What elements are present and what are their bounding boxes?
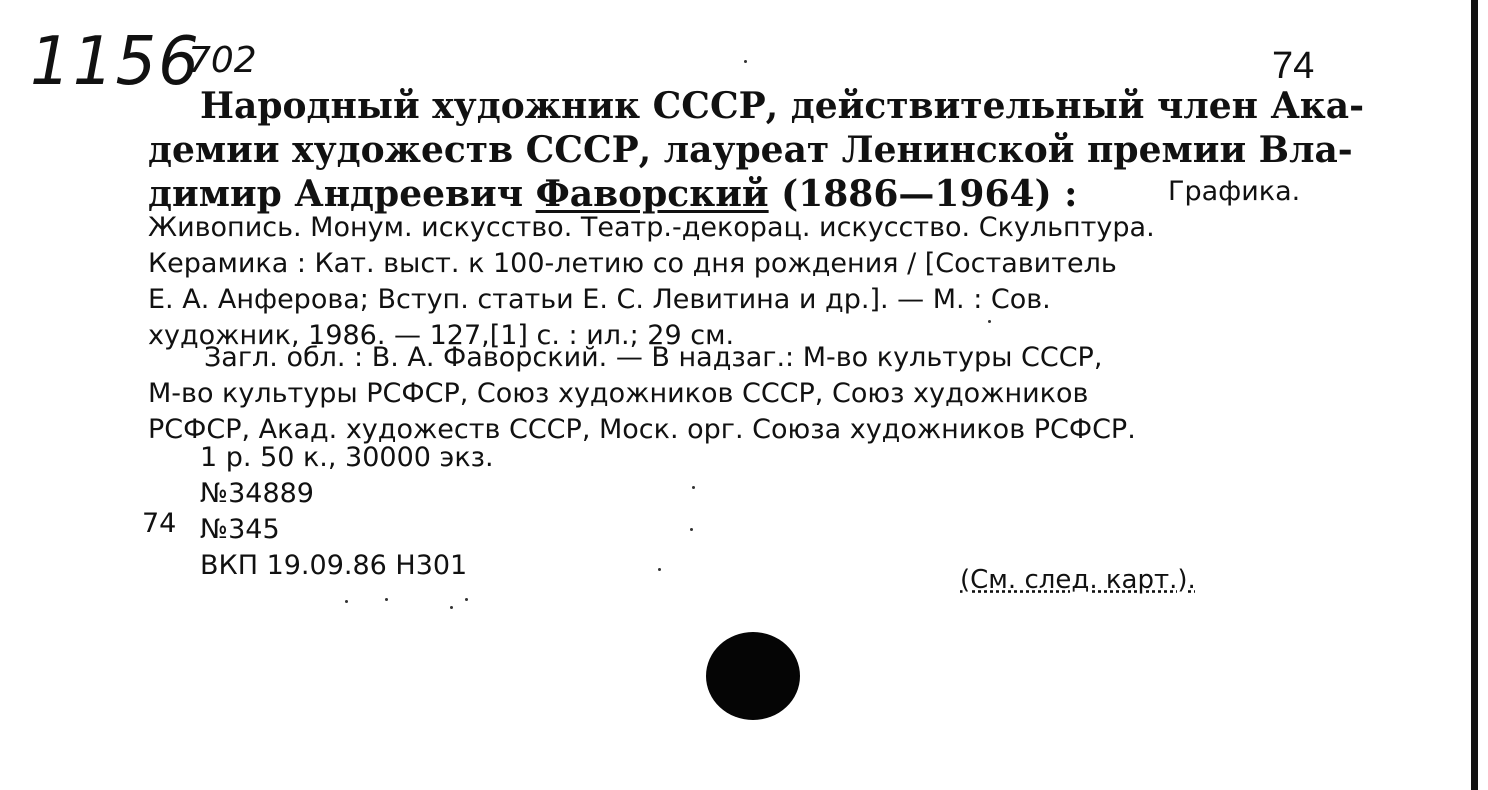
speck <box>465 598 468 601</box>
page-number: 74 <box>1272 45 1315 87</box>
notes-line-1: Загл. обл. : В. А. Фаворский. — В надзаг.: М-во культуры СССР, <box>204 342 1103 373</box>
title-line-3-prefix: димир Андреевич <box>148 173 536 215</box>
handwritten-shelf-code: 1156 <box>30 23 201 101</box>
speck <box>690 528 693 531</box>
speck <box>385 598 388 601</box>
description-line-1: Живопись. Монум. искусство. Театр.-декорац. искусство. Скульптура. <box>148 212 1155 243</box>
notes-line-3: РСФСР, Акад. художеств СССР, Моск. орг. Союза художников РСФСР. <box>148 414 1136 445</box>
notes <box>148 340 1338 448</box>
description-line-2: Керамика : Кат. выст. к 100-летию со дня рождения / [Составитель <box>148 248 1117 279</box>
number-1: №34889 <box>200 478 314 509</box>
number-2: №345 <box>200 514 280 545</box>
card-edge-line <box>1471 0 1478 790</box>
see-next-card: (См. след. карт.). <box>960 565 1196 595</box>
speck <box>744 60 747 63</box>
card-metadata <box>200 440 494 584</box>
description-line-4: художник, 1986. — 127,[1] с. : ил.; 29 см. <box>148 320 735 351</box>
title-line-3-suffix: (1886—1964) : <box>768 173 1078 215</box>
description-line-3: Е. А. Анферова; Вступ. статьи Е. С. Левитина и др.]. — М. : Сов. <box>148 284 1051 315</box>
notes-line-2: М-во культуры РСФСР, Союз художников СССР, Союз художников <box>148 378 1089 409</box>
subject-first: Графика. <box>1168 176 1301 207</box>
handwritten-suffix: 702 <box>188 40 257 81</box>
speck <box>450 606 453 609</box>
registry-line: ВКП 19.09.86 Н301 <box>200 550 468 581</box>
speck <box>658 568 661 571</box>
punch-hole <box>706 632 800 720</box>
entry-title <box>148 84 1365 216</box>
speck <box>988 320 991 323</box>
author-surname: Фаворский <box>535 173 769 215</box>
price-line: 1 р. 50 к., 30000 экз. <box>200 442 494 473</box>
description <box>148 210 1338 354</box>
speck <box>345 600 348 603</box>
title-line-1: Народный художник СССР, действительный член Ака- <box>200 85 1365 127</box>
title-line-2: демии художеств СССР, лауреат Ленинской премии Вла- <box>148 129 1353 171</box>
class-code: 74 <box>142 508 177 539</box>
speck <box>692 486 695 489</box>
